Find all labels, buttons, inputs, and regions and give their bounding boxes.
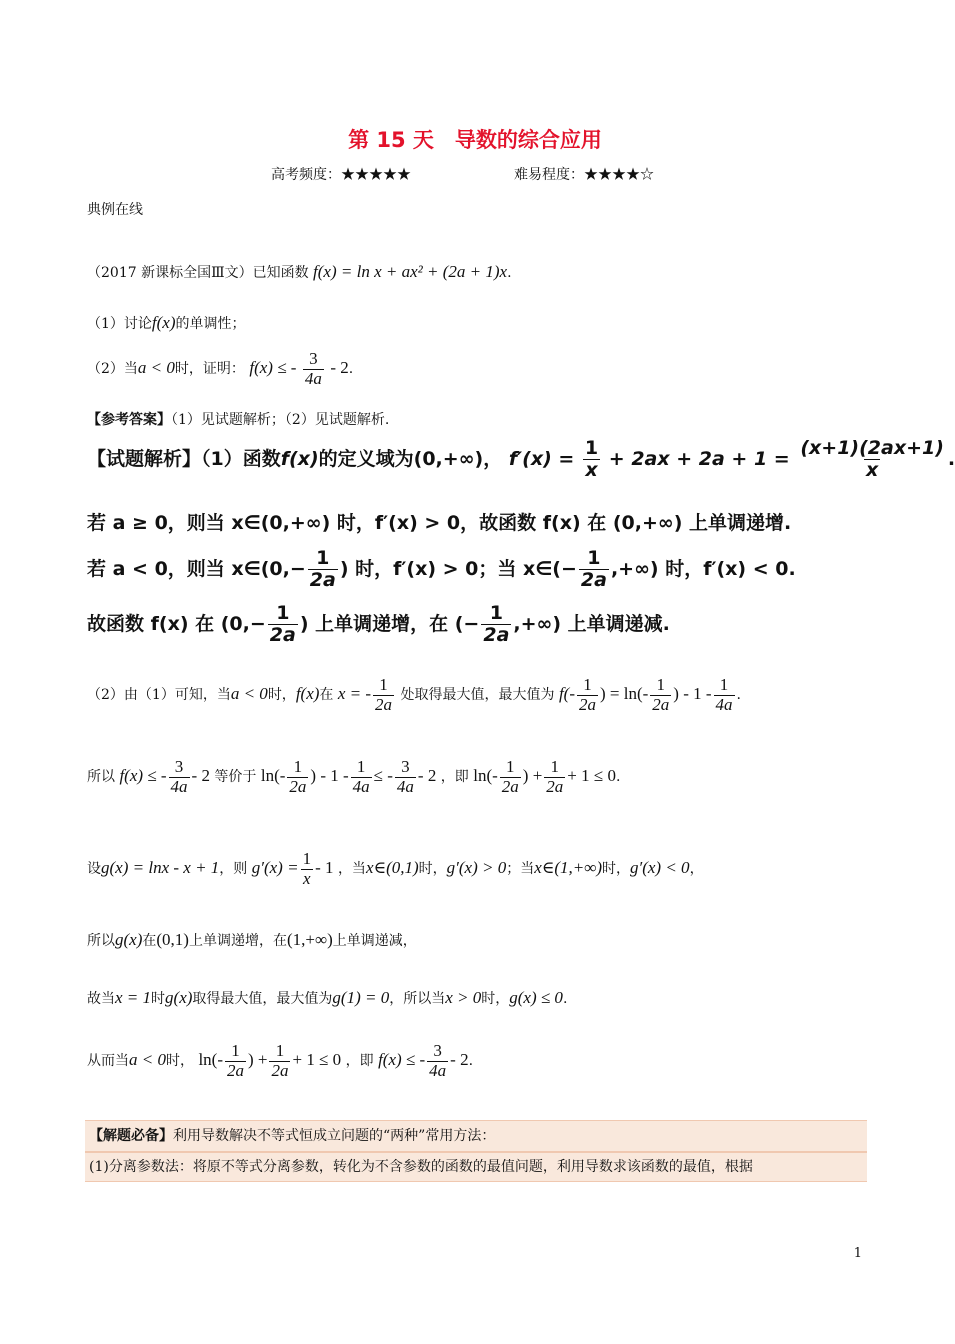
- part2-line-6: 从而当a < 0时， ln(- $\frac{1}{2a}$ ) + $\frac{1}{2a}$ + 1 ≤ 0 ，即 f(x) ≤ - $\frac{3}{4a}$ - 2.: [87, 1041, 474, 1080]
- question-2: （2）当a < 0时，证明： f(x) ≤ - $\frac{3}{4a}$ - 2.: [87, 349, 354, 388]
- difficulty-label: 难易程度：: [514, 167, 584, 183]
- page-number: 1: [853, 1246, 862, 1261]
- section-heading: 典例在线: [87, 202, 143, 218]
- page-title: 第 15 天 导数的综合应用: [348, 128, 602, 152]
- difficulty-rating: [514, 164, 654, 184]
- part2-line-5: 故当x = 1时g(x)取得最大值，最大值为g(1) = 0，所以当x > 0时，g(x) ≤ 0.: [87, 988, 568, 1007]
- tips-line-1: (1)分离参数法：将原不等式分离参数，转化为不含参数的函数的最值问题，利用导数求该函数的最值，根据: [85, 1152, 867, 1182]
- frequency-rating: [271, 164, 411, 184]
- part2-line-4: 所以g(x)在(0,1)上单调递增，在(1,+∞)上单调递减，: [87, 930, 417, 949]
- analysis-line-2: 若 a ≥ 0，则当 x∈(0,+∞) 时，f′(x) > 0，故函数 f(x) 在 (0,+∞) 上单调递增.: [87, 512, 792, 534]
- part2-line-1: （2）由（1）可知，当a < 0时，f(x)在 x = - $\frac{1}{2a}$ 处取得最大值，最大值为 f(- $\frac{1}{2a}$ ) = ln(- $\frac{1}{2a}$ ) - 1 - $\frac{1}{4a}$ .: [87, 675, 741, 714]
- part2-line-3: 设g(x) = lnx - x + 1，则 g′(x) = $\frac{1}{x}$ - 1 ，当x∈(0,1)时，g′(x) > 0；当x∈(1,+∞)时，g′(x) < 0，: [87, 849, 704, 888]
- question-1: （1）讨论f(x)的单调性；: [87, 313, 246, 332]
- function-definition: f(x) = ln x + ax² + (2a + 1)x: [313, 262, 508, 281]
- analysis-line-4: 故函数 f(x) 在 (0,− $\frac{1}{2a}$ ) 上单调递增，在 (− $\frac{1}{2a}$ ,+∞) 上单调递减.: [87, 602, 670, 646]
- reference-answer: 【参考答案】（1）见试题解析；（2）见试题解析.: [87, 412, 390, 428]
- analysis-line-1: 【试题解析】（1）函数f(x)的定义域为(0,+∞)， f′(x) = $\frac{1}{x}$ + 2ax + 2a + 1 = $\frac{(x+1)(2ax+1)}{x}$ .: [87, 437, 955, 481]
- frequency-label: 高考频度：: [271, 167, 341, 183]
- problem-statement: （2017 新课标全国Ⅲ文）已知函数 f(x) = ln x + ax² + (2a + 1)x.: [87, 262, 512, 281]
- part2-line-2: 所以 f(x) ≤ - $\frac{3}{4a}$ - 2 等价于 ln(- $\frac{1}{2a}$ ) - 1 - $\frac{1}{4a}$ ≤ - $\frac{3}{4a}$ - 2 ，即 ln(- $\frac{1}{2a}$ ) + $\frac{1}{2a}$ + 1 ≤ 0.: [87, 757, 621, 796]
- frequency-stars: ★★★★★: [341, 167, 411, 183]
- difficulty-stars: ★★★★☆: [584, 167, 654, 183]
- tips-header: 【解题必备】利用导数解决不等式恒成立问题的“两种”常用方法：: [85, 1120, 867, 1152]
- analysis-line-3: 若 a < 0，则当 x∈(0,− $\frac{1}{2a}$ ) 时，f′(x) > 0；当 x∈(− $\frac{1}{2a}$ ,+∞) 时，f′(x) < 0.: [87, 547, 796, 591]
